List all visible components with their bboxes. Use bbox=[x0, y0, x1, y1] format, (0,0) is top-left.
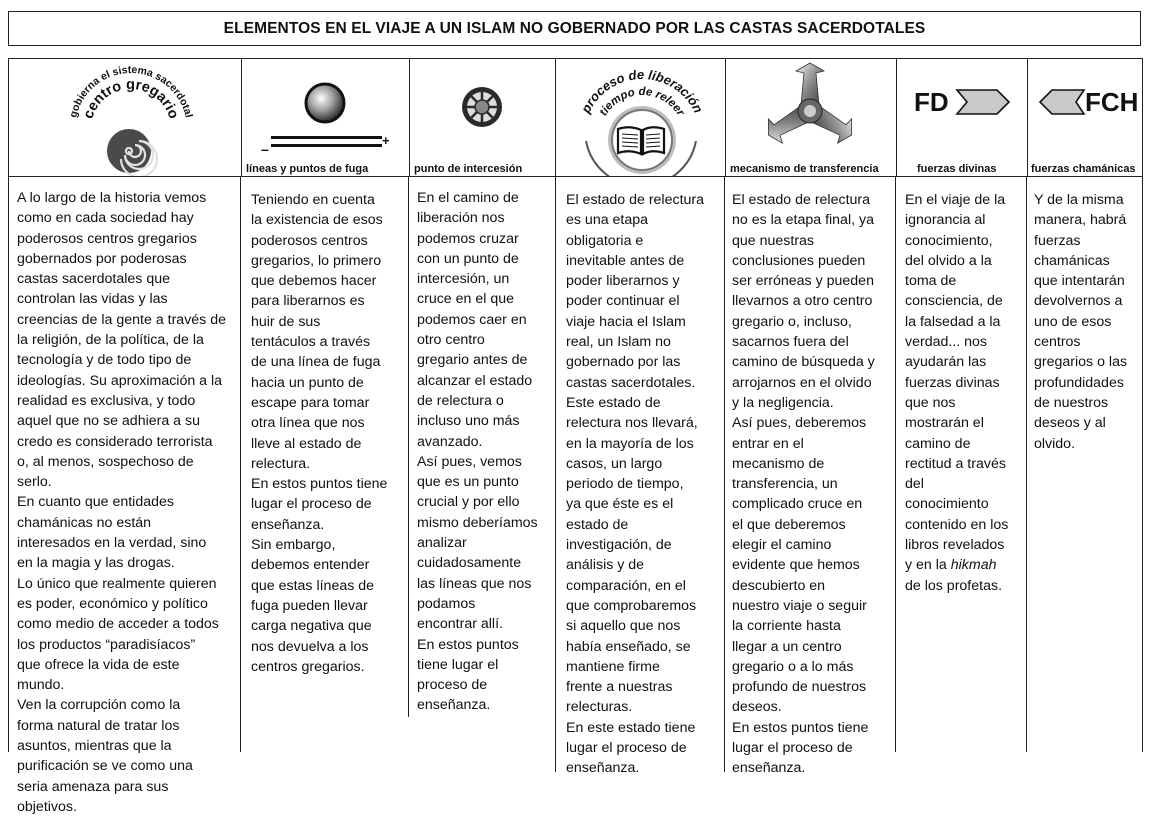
text-line: relectura. bbox=[251, 455, 311, 472]
text-line: estado de bbox=[566, 516, 629, 533]
header-cell-mecanismo bbox=[726, 59, 896, 176]
text-line: uno de esos bbox=[1034, 313, 1112, 330]
text-line: interesados en la verdad, sino bbox=[17, 535, 207, 552]
text-line: deseos y al bbox=[1034, 415, 1106, 432]
text-line: enseñanza. bbox=[566, 760, 640, 777]
divider bbox=[1026, 177, 1027, 752]
text-line: del bbox=[905, 476, 924, 493]
header-label: fuerzas divinas bbox=[917, 163, 997, 175]
text-line: podemos caer en bbox=[417, 311, 527, 328]
text-line: como medio de acceder a todos bbox=[17, 616, 219, 633]
text-line: chamánicas no están bbox=[17, 514, 152, 531]
text-line: castas sacerdotales que bbox=[17, 271, 171, 288]
text-line: alcanzar el estado bbox=[417, 372, 533, 389]
text-line: las líneas que nos bbox=[417, 575, 532, 592]
text-line: realidad es exclusiva, y todo bbox=[17, 392, 196, 409]
text-line: fuga pueden llevar bbox=[251, 597, 368, 614]
divider bbox=[895, 177, 896, 752]
text-line: en la mayoría de los bbox=[566, 435, 694, 452]
text-line: creencias de la gente a través de bbox=[17, 311, 227, 328]
text-line: chamánicas bbox=[1034, 252, 1110, 269]
text-line: y la negligencia. bbox=[732, 394, 834, 411]
header-cell-lineas-fuga bbox=[242, 59, 409, 176]
column-text-lineas-fuga bbox=[251, 190, 406, 677]
text-line: lugar el proceso de bbox=[566, 740, 687, 757]
text-line: tiene lugar el bbox=[417, 656, 499, 673]
text-line: de relectura o bbox=[417, 392, 504, 409]
text-line: casos, un largo bbox=[566, 455, 663, 472]
text-line: investigación, de bbox=[566, 537, 672, 554]
text-line: relectura nos llevará, bbox=[566, 415, 698, 432]
text-line: deseos. bbox=[732, 699, 782, 716]
text-line: no es la etapa final, ya bbox=[732, 212, 874, 229]
text-line: verdad... nos bbox=[905, 334, 988, 351]
text-line: nuestro viaje o seguir bbox=[732, 597, 867, 614]
text-line: la existencia de esos bbox=[251, 212, 383, 229]
header-cell-proceso-liberacion bbox=[556, 59, 725, 176]
text-line: lugar el proceso de bbox=[732, 740, 853, 757]
text-line: contenido en los bbox=[905, 516, 1009, 533]
text-line: que nos bbox=[905, 394, 956, 411]
header-label: punto de intercesión bbox=[414, 163, 523, 175]
fch-label: FCH bbox=[1085, 87, 1139, 117]
text-line: podamos bbox=[417, 595, 476, 612]
minus-sign: – bbox=[261, 141, 269, 157]
text-line: gregarios, lo primero bbox=[251, 252, 382, 269]
text-line: otra línea que nos bbox=[251, 415, 365, 432]
transfer-mechanism-icon bbox=[726, 59, 896, 159]
text-line: mecanismo de bbox=[732, 455, 825, 472]
text-line: ser erróneas y pueden bbox=[732, 273, 874, 290]
text-line: tentáculos a través bbox=[251, 334, 371, 351]
text-line: escape para tomar bbox=[251, 394, 370, 411]
text-line: gregario o, incluso, bbox=[732, 313, 852, 330]
text-line: en la magia y las drogas. bbox=[17, 555, 175, 572]
header-cell-punto-intercesion bbox=[410, 59, 555, 176]
column-text-estado-relectura bbox=[566, 190, 724, 779]
text-line: gregarios o las bbox=[1034, 354, 1128, 371]
text-line: profundo de nuestros bbox=[732, 679, 867, 696]
text-line: Así pues, vemos bbox=[417, 453, 522, 470]
arc-label-outer: gobierna el sistema sacerdotal bbox=[67, 63, 195, 119]
column-text-fuerzas-divinas bbox=[905, 190, 1025, 596]
text-line: poderosos centros gregarios bbox=[17, 230, 197, 247]
text-line: tecnología y de todo tipo de bbox=[17, 352, 192, 369]
text-line: poder liberarnos y bbox=[566, 273, 680, 290]
text-line: asuntos, mientras que la bbox=[17, 738, 172, 755]
divider bbox=[724, 177, 725, 772]
text-line: centros gregarios. bbox=[251, 658, 365, 675]
text-line: En estos puntos tiene bbox=[732, 719, 869, 736]
text-line: del olvido a la bbox=[905, 252, 992, 269]
book-icon bbox=[556, 59, 725, 176]
text-line: que ofrece la vida de este bbox=[17, 656, 180, 673]
text-line: proceso de bbox=[417, 677, 488, 694]
text-line: En el viaje de la bbox=[905, 192, 1006, 208]
column-text-punto-intercesion bbox=[417, 188, 555, 716]
text-line: sacarnos fuera del bbox=[732, 334, 849, 351]
header-row bbox=[8, 58, 1143, 177]
text-line: conclusiones pueden bbox=[732, 252, 866, 269]
divider bbox=[240, 177, 241, 752]
text-line: podemos cruzar bbox=[417, 230, 519, 247]
text-line: seria amenaza para sus bbox=[17, 778, 169, 795]
text-line: castas sacerdotales. bbox=[566, 374, 696, 391]
text-line: la falsedad a la bbox=[905, 313, 1001, 330]
text-line: Lo único que realmente quieren bbox=[17, 575, 217, 592]
text-line: serlo. bbox=[17, 474, 52, 491]
text-line: controlan las vidas y las bbox=[17, 291, 168, 308]
text-line: purificación se ve como una bbox=[17, 758, 193, 775]
text-line: que estas líneas de bbox=[251, 577, 375, 594]
header-label: líneas y puntos de fuga bbox=[246, 163, 369, 175]
text-line: comparación, en el bbox=[566, 577, 686, 594]
text-line: A lo largo de la historia vemos bbox=[17, 190, 207, 206]
fd-label: FD bbox=[914, 87, 949, 117]
header-label: mecanismo de transferencia bbox=[730, 163, 879, 175]
header-label: fuerzas chamánicas bbox=[1031, 163, 1136, 175]
text-line: conocimiento, bbox=[905, 232, 993, 249]
text-line: libros revelados bbox=[905, 537, 1005, 554]
text-line: evidente que hemos bbox=[732, 557, 860, 574]
text-line: cruce en el que bbox=[417, 291, 515, 308]
arc-label-outer: proceso de liberación bbox=[577, 66, 707, 116]
text-line: devolvernos a bbox=[1034, 293, 1123, 310]
column-text-fuerzas-chamanicas bbox=[1034, 190, 1142, 454]
text-line: transferencia, un bbox=[732, 476, 838, 493]
text-line: hacia un punto de bbox=[251, 374, 364, 391]
text-line: llevarnos a otro centro bbox=[732, 293, 873, 310]
text-line: otro centro bbox=[417, 332, 485, 349]
text-line: la corriente hasta bbox=[732, 618, 841, 635]
text-line: ideologías. Su aproximación a la bbox=[17, 372, 223, 389]
text-line: enseñanza. bbox=[251, 516, 325, 533]
text-line: obligatoria e bbox=[566, 232, 644, 249]
header-cell-fuerzas-divinas bbox=[897, 59, 1027, 176]
text-line: ignorancia al bbox=[905, 212, 986, 229]
text-line: real, un Islam no bbox=[566, 334, 671, 351]
text-line: Y de la misma bbox=[1034, 192, 1124, 208]
text-line: liberación nos bbox=[417, 210, 505, 227]
text-line: viaje hacia el Islam bbox=[566, 313, 686, 330]
text-line: encontrar allí. bbox=[417, 616, 503, 633]
text-line: gobernados por poderosas bbox=[17, 250, 187, 267]
text-line: análisis y de bbox=[566, 557, 645, 574]
text-line: que es un punto bbox=[417, 474, 519, 491]
text-line: de los profetas. bbox=[905, 577, 1003, 594]
divider bbox=[555, 177, 556, 772]
text-line: intercesión, un bbox=[417, 271, 510, 288]
text-line: arrojarnos en el olvido bbox=[732, 374, 872, 391]
text-line: mismo deberíamos bbox=[417, 514, 538, 531]
arc-label-inner: centro gregario bbox=[80, 76, 182, 121]
text-line: la religión, de la política, de la bbox=[17, 332, 204, 349]
header-cell-fuerzas-chamanicas bbox=[1028, 59, 1142, 176]
text-line: mantiene firme bbox=[566, 658, 660, 675]
text-line: camino de búsqueda y bbox=[732, 354, 875, 371]
plus-sign: + bbox=[382, 133, 390, 148]
text-line: elegir el camino bbox=[732, 537, 832, 554]
text-line: ayudarán las bbox=[905, 354, 987, 371]
text-line: que nuestras bbox=[732, 232, 815, 249]
text-line: llegar a un centro bbox=[732, 638, 842, 655]
header-cell-centro-gregario bbox=[9, 59, 241, 176]
arrow-right-icon bbox=[897, 59, 1027, 159]
text-line: lleve al estado de bbox=[251, 435, 362, 452]
text-line: En estos puntos bbox=[417, 636, 519, 653]
text-line: Sin embargo, bbox=[251, 537, 336, 554]
text-line: gobernado por las bbox=[566, 354, 681, 371]
text-line: forma natural de tratar los bbox=[17, 717, 180, 734]
text-line: fuerzas bbox=[1034, 232, 1081, 249]
text-line: el que deberemos bbox=[732, 516, 846, 533]
page-title: ELEMENTOS EN EL VIAJE A UN ISLAM NO GOBERNADO POR LAS CASTAS SACERDOTALES bbox=[8, 11, 1141, 46]
text-line: gregario o a lo más bbox=[732, 658, 854, 675]
text-line: objetivos. bbox=[17, 798, 77, 815]
text-line: olvido. bbox=[1034, 435, 1076, 452]
divider bbox=[408, 177, 409, 717]
text-line: conocimiento bbox=[905, 496, 989, 513]
text-line: avanzado. bbox=[417, 433, 483, 450]
text-line: En este estado tiene bbox=[566, 719, 696, 736]
text-line: es una etapa bbox=[566, 212, 649, 229]
table-border-right bbox=[1142, 177, 1143, 752]
text-line: los productos “paradisíacos” bbox=[17, 636, 196, 653]
text-line: rectitud a través bbox=[905, 455, 1006, 472]
text-line: que comprobaremos bbox=[566, 597, 697, 614]
text-line: había enseñado, se bbox=[566, 638, 691, 655]
arc-label-inner: tiempo de releer bbox=[597, 85, 687, 119]
text-line: frente a nuestras bbox=[566, 679, 673, 696]
lines-and-point-icon bbox=[242, 59, 409, 159]
text-line: El estado de relectura bbox=[732, 192, 871, 208]
column-text-mecanismo bbox=[732, 190, 894, 779]
text-line: Este estado de bbox=[566, 394, 661, 411]
text-line: carga negativa que bbox=[251, 618, 372, 635]
text-line: o, al menos, sospechoso de bbox=[17, 453, 194, 470]
text-line: para liberarnos es bbox=[251, 293, 365, 310]
text-line: con un punto de bbox=[417, 250, 519, 267]
text-line: El estado de relectura bbox=[566, 192, 705, 208]
text-line: En estos puntos tiene bbox=[251, 476, 388, 493]
text-line: Teniendo en cuenta bbox=[251, 192, 375, 208]
text-line: cuidadosamente bbox=[417, 555, 522, 572]
text-line: consciencia, de bbox=[905, 293, 1003, 310]
text-line: fuerzas divinas bbox=[905, 374, 1000, 391]
text-line: aquel que no se adhiera a su bbox=[17, 413, 201, 430]
text-line: si aquello que nos bbox=[566, 618, 681, 635]
text-line: En el camino de bbox=[417, 190, 519, 206]
text-line: camino de bbox=[905, 435, 971, 452]
text-line: debemos entender bbox=[251, 557, 370, 574]
text-line: credo es considerado terrorista bbox=[17, 433, 213, 450]
text-line: y en la hikmah bbox=[905, 557, 997, 574]
text-line: de nuestros bbox=[1034, 394, 1109, 411]
wheel-icon bbox=[410, 59, 555, 159]
text-line: es poder, económico y político bbox=[17, 595, 208, 612]
table-border-left bbox=[8, 177, 9, 752]
text-line: Ven la corrupción como la bbox=[17, 697, 181, 714]
text-line: complicado cruce en bbox=[732, 496, 863, 513]
text-line: profundidades bbox=[1034, 374, 1124, 391]
text-line: poderosos centros bbox=[251, 232, 368, 249]
text-line: En cuanto que entidades bbox=[17, 494, 174, 511]
text-line: nos devuelva a los bbox=[251, 638, 369, 655]
text-line: descubierto en bbox=[732, 577, 826, 594]
text-line: Así pues, deberemos bbox=[732, 415, 867, 432]
column-text-centro-gregario bbox=[17, 188, 239, 817]
text-line: inevitable antes de bbox=[566, 252, 685, 269]
text-line: que intentarán bbox=[1034, 273, 1125, 290]
text-line: poder continuar el bbox=[566, 293, 680, 310]
text-line: entrar en el bbox=[732, 435, 804, 452]
text-line: huir de sus bbox=[251, 313, 321, 330]
text-line: analizar bbox=[417, 535, 467, 552]
text-line: enseñanza. bbox=[732, 760, 806, 777]
spiral-icon bbox=[9, 59, 241, 176]
text-line: periodo de tiempo, bbox=[566, 476, 684, 493]
text-line: ya que éste es el bbox=[566, 496, 674, 513]
text-line: de una línea de fuga bbox=[251, 354, 381, 371]
text-line: que debemos hacer bbox=[251, 273, 377, 290]
text-line: gregario antes de bbox=[417, 352, 528, 369]
text-line: toma de bbox=[905, 273, 957, 290]
text-line: centros bbox=[1034, 334, 1081, 351]
text-line: manera, habrá bbox=[1034, 212, 1127, 229]
emphasis-hikmah: hikmah bbox=[950, 557, 997, 574]
text-line: mundo. bbox=[17, 677, 65, 694]
text-line: lugar el proceso de bbox=[251, 496, 372, 513]
text-line: enseñanza. bbox=[417, 697, 491, 714]
text-line: relecturas. bbox=[566, 699, 633, 716]
text-line: incluso uno más bbox=[417, 413, 520, 430]
text-line: como en cada sociedad hay bbox=[17, 210, 194, 227]
text-line: mostrarán el bbox=[905, 415, 984, 432]
text-line: crucial y por ello bbox=[417, 494, 520, 511]
